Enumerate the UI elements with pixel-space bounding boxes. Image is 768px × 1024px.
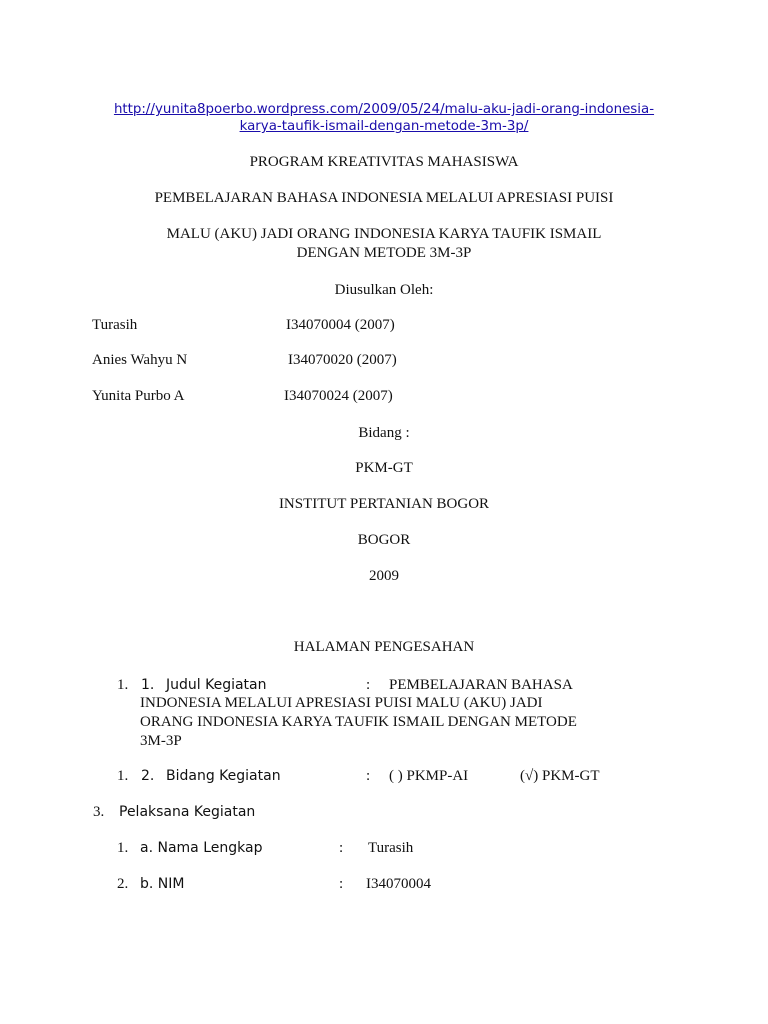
source-url-link[interactable]	[60, 101, 708, 135]
nim-label: b. NIM	[140, 876, 185, 892]
activity-title-value	[140, 694, 700, 751]
colon-separator: :	[366, 677, 371, 693]
member-nim: I34070024 (2007)	[284, 388, 393, 404]
list-marker: 3.	[93, 804, 105, 820]
list-marker: 2.	[117, 876, 129, 892]
proposal-title: PEMBELAJARAN BAHASA INDONESIA MELALUI APRESIASI PUISI	[154, 190, 614, 206]
full-name-value: Turasih	[368, 840, 414, 856]
member-nim: I34070004 (2007)	[286, 317, 395, 333]
option-pkmp-ai: ( ) PKMP-AI	[389, 768, 469, 784]
source-url-line-1[interactable]: http://yunita8poerbo.wordpress.com/2009/05/24/malu-aku-jadi-orang-indonesia-	[113, 102, 655, 117]
sub-marker: 1.	[141, 677, 155, 693]
source-url-line-2[interactable]: karya-taufik-ismail-dengan-metode-3m-3p/	[239, 119, 529, 134]
colon-separator: :	[339, 840, 344, 856]
member-name: Yunita Purbo A	[92, 388, 185, 404]
field-value: PKM-GT	[355, 460, 413, 476]
colon-separator: :	[339, 876, 344, 892]
activity-title-value-line-3: ORANG INDONESIA KARYA TAUFIK ISMAIL DENGAN METODE	[140, 714, 577, 730]
proposal-subtitle	[0, 225, 768, 263]
activity-title-value-line-1: PEMBELAJARAN BAHASA	[389, 677, 573, 693]
year: 2009	[369, 568, 399, 584]
field-label: Bidang :	[358, 425, 410, 441]
activity-title-value-line-4: 3M-3P	[140, 733, 182, 749]
list-marker: 1.	[117, 677, 129, 693]
proposal-subtitle-line-1: MALU (AKU) JADI ORANG INDONESIA KARYA TAUFIK ISMAIL	[166, 226, 602, 242]
activity-title-label: Judul Kegiatan	[166, 677, 267, 693]
member-name: Anies Wahyu N	[92, 352, 188, 368]
program-title: PROGRAM KREATIVITAS MAHASISWA	[249, 154, 519, 170]
list-marker: 1.	[117, 768, 129, 784]
proposed-by-label: Diusulkan Oleh:	[334, 282, 434, 298]
list-marker: 1.	[117, 840, 129, 856]
executor-label: Pelaksana Kegiatan	[119, 804, 256, 820]
activity-field-label: Bidang Kegiatan	[166, 768, 281, 784]
option-pkm-gt: (√) PKM-GT	[520, 768, 600, 784]
nim-value: I34070004	[366, 876, 431, 892]
city-name: BOGOR	[357, 532, 411, 548]
full-name-label: a. Nama Lengkap	[140, 840, 263, 856]
activity-title-value-line-2: INDONESIA MELALUI APRESIASI PUISI MALU (AKU) JADI	[140, 695, 543, 711]
sub-marker: 2.	[141, 768, 155, 784]
proposal-subtitle-line-2: DENGAN METODE 3M-3P	[296, 245, 472, 261]
member-name: Turasih	[92, 317, 138, 333]
institution-name: INSTITUT PERTANIAN BOGOR	[278, 496, 490, 512]
colon-separator: :	[366, 768, 371, 784]
approval-heading: HALAMAN PENGESAHAN	[293, 639, 475, 655]
member-nim: I34070020 (2007)	[288, 352, 397, 368]
